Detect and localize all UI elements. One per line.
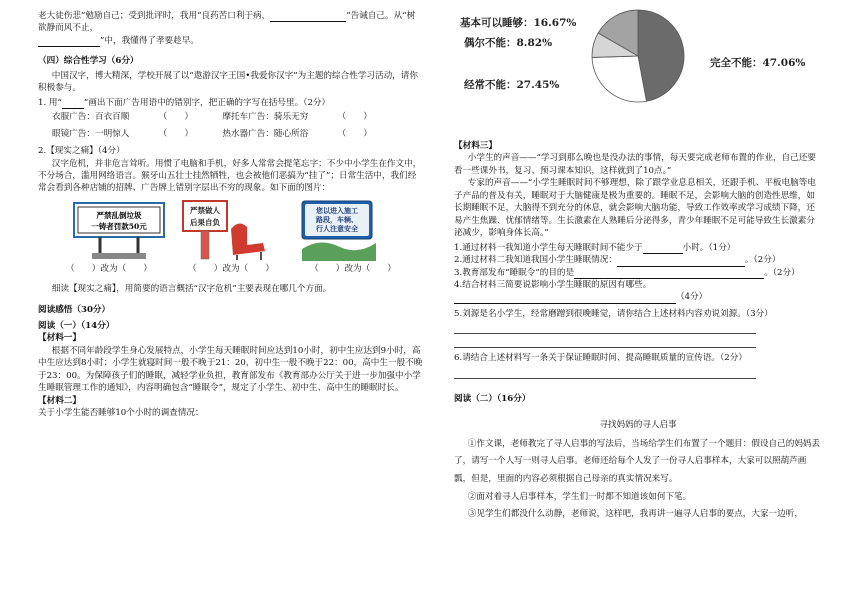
r-question-1: 1.通过材料一我知道小学生每天睡眠时间不能少于 小时。（1分） [454,242,736,253]
answer-line[interactable] [454,334,756,348]
correction-2[interactable]: （ ）改为（ ） [188,263,274,274]
pie-label: 经常不能：27.45% [464,79,560,91]
right-column [454,0,822,524]
material-two-heading: 【材料二】 [38,395,81,406]
story-body [454,436,822,524]
r-question-5: 5.刘源是名小学生，经常磨蹭到很晚睡觉，请你结合上述材料内容劝说刘源。（3分） [454,308,773,319]
question-2b: 细读【现实之痛】，用简要的语言概括“汉字危机”主要表现在哪几个方面。 [51,283,332,294]
section-four-heading: （四）综合性学习（6分） [38,56,139,67]
svg-text:严禁做人: 严禁做人 [190,205,220,215]
intro-paragraph: 中国汉字，博大精深，学校开展了以“遨游汉字王国•我爱你汉字”为主题的综合性学习活动，请你积极参与。 [38,70,418,94]
reading-one-heading: 阅读（一）（14分） [38,320,115,331]
construction-sign-image [300,199,380,261]
question-2-heading: 2.【现实之痛】（4分） [38,146,125,157]
sign-images [38,199,423,277]
correction-1[interactable]: （ ）改为（ ） [66,263,152,274]
underline-mark [62,98,84,109]
reading-heading: 阅读感悟（30分） [38,305,111,316]
question-2-text: 汉字危机，并非危言耸听。用惯了电脑和手机，好多人常常会提笔忘字；不少中小学生在作文中，不分场合，滥用网络语言。猴牙山五壮士挂然牺牲，也会被他们恶搞为“挂了”；日常生活中，我们经常会看到各种店铺的招牌、广告牌上错别字层出不穷的现象。如下面的图片： [38,158,422,194]
ads-table [38,111,423,140]
story-paragraph-2: ②面对着寻人启事样本，学生们一时都不知道该如何下笔。 [467,491,692,502]
svg-text:行人注意安全: 行人注意安全 [316,223,358,233]
pie-label: 基本可以睡够：16.67% [460,17,577,29]
ad-row: 眼镜广告：一明惊人 （ ） 热水器广告：随心所浴 （ ） [52,128,372,139]
slice-completely-unable [638,10,684,101]
material-one-text: 根据不同年龄段学生身心发展特点，小学生每天睡眠时间应达到10小时，初中生应达到9小时，高中生应达到8小时；小学生就寝时间一般不晚于21：20，初中生一般不晚于22：00，高中生一般不晚于23：00。为保障孩子们的睡眠，减轻学业负担，教育部发布《教育部办公厅关于进一步加强中小学生睡眠管理工作的通知》，内容明确包含“睡眠令”，规定了小学生、初中生、高中生的睡眠时长。 [38,345,423,394]
reading-two-heading: 阅读（二）（16分） [454,393,531,404]
answer-line[interactable] [454,365,756,379]
pie-label: 完全不能：47.06% [710,57,806,69]
answer-blank[interactable] [270,11,346,22]
svg-text:一铸者罚款50元: 一铸者罚款50元 [91,221,147,231]
garbage-sign-image [72,201,176,261]
question-1: 1. 用“ ”画出下面广告用语中的错别字，把正确的字写在括号里。（2分） [38,97,331,108]
student-voice: 小学生的声音——“学习到那么晚也是没办法的事情，每天要完成老师布置的作业，自己还要看一些课外书，复习、预习课本知识，这样就到了10点。” [454,153,816,176]
left-column [38,0,423,419]
expert-voice: 专家的声音——“小学生睡眠时间不够理想，除了跟学业息息相关，还跟手机、平板电脑等电子产品的普及有关，睡眠对于大脑健康是极为重要的。睡眠不足，会影响大脑的创造性思维，如长期睡眠不足，大脑得不到充分的休息，就会影响大脑功能，导致工作效率或学习成绩下降，还易产生焦躁、忧郁情绪等。生长激素在人熟睡后分泌得多，青少年睡眠不足可能导致生长激素分泌减少，影响身体长高。” [454,178,816,239]
svg-text:路段，车辆、: 路段，车辆、 [316,214,358,224]
answer-blank[interactable] [454,293,676,304]
r-question-4-line: （4分） [454,291,822,303]
slice-often-unable [592,56,646,102]
r-question-2: 2.通过材料二我知道我国小学生睡眠情况： 。（2分） [454,255,781,266]
pie-label: 偶尔不能：8.82% [464,37,553,49]
answer-line[interactable] [454,320,756,334]
material-one-heading: 【材料一】 [38,333,81,344]
correction-3[interactable]: （ ）改为（ ） [310,263,396,274]
svg-text:您以进入施工: 您以进入施工 [316,205,358,215]
material-two-text: 关于小学生能否睡够10个小时的调查情况： [38,407,204,418]
answer-blank[interactable] [38,36,100,47]
story-paragraph-3: ③见学生们都没什么动静，老师说，这样吧，我再讲一遍寻人启事的要点，大家一边听， [467,509,803,520]
story-title: 寻找妈妈的寻人启事 [599,420,677,431]
svg-text:严禁乱倒垃圾: 严禁乱倒垃圾 [96,210,142,220]
r-question-3: 3.教育部发布“睡眠令”的目的是 。（2分） [454,267,800,278]
r-question-4: 4.结合材料三简要说影响小学生睡眠的原因有哪些。 [454,279,652,290]
r-question-6: 6.请结合上述材料写一条关于保证睡眠时间、提高睡眠质量的宣传语。（2分） [454,353,747,364]
proverb-paragraph: 老大徒伤悲”勉励自己；受到批评时，我用“良药苦口利于病， ”告诫自己。从“树欲静而风不止， ”中，我懂得了孝要趁早。 [38,11,416,46]
answer-blank[interactable] [643,243,683,254]
sleep-survey-pie-chart [454,0,822,138]
story-paragraph-1: ①作文课，老师教完了寻人启事的写法后，当场给学生们布置了一个题目：假设自己的妈妈丢了，请写一个人写一则寻人启事。老师还给每个人发了一份寻人启事样本，大家可以照葫芦画瓢，但是，里面的内容必须根据自己母亲的真实情况来写。 [454,438,821,484]
answer-blank[interactable] [574,268,764,279]
material-three-heading: 【材料三】 [454,141,497,151]
chair-sign-image [181,199,271,261]
ad-row: 衣服广告：百衣百顺 （ ） 摩托车广告：骑乐无穷 （ ） [52,112,372,123]
answer-blank[interactable] [617,256,745,267]
svg-text:后果自负: 后果自负 [190,217,220,227]
